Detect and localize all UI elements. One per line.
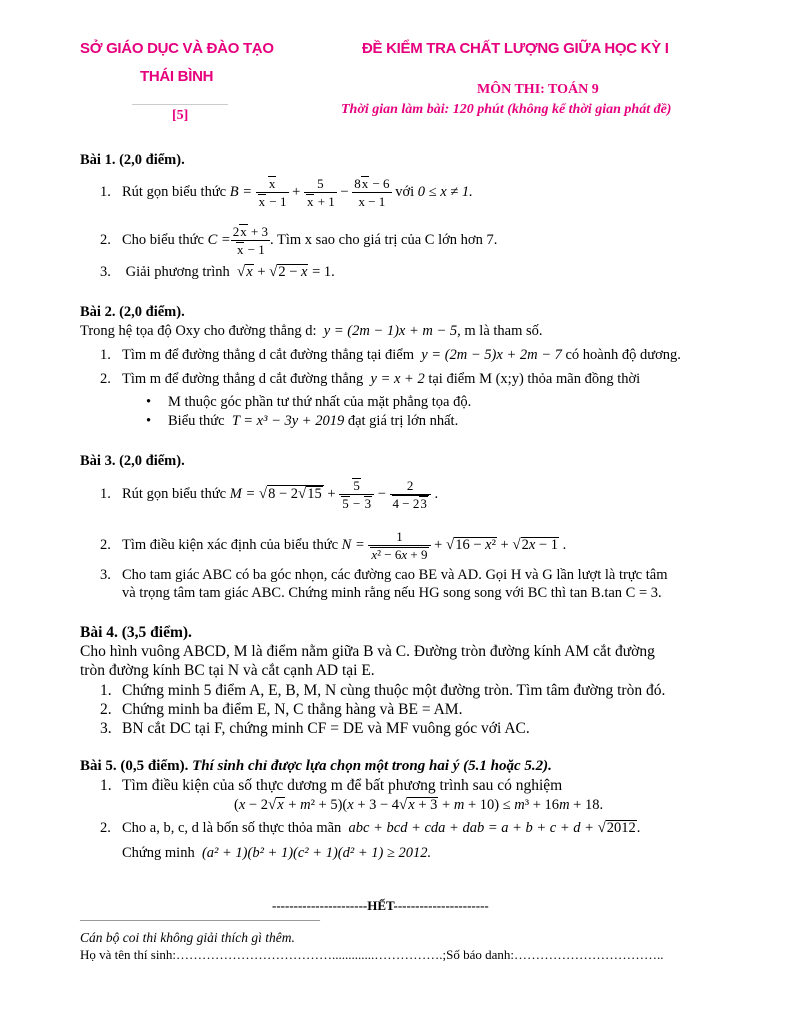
bai1-frac1: $\frac{x}{x - 1}$ (256, 175, 289, 210)
bai4-item2: 2. Chứng minh ba điểm E, N, C thẳng hàng và BE = AM. (100, 701, 463, 718)
bai3-title: Bài 3. (2,0 điểm). (80, 453, 185, 469)
bai1-item3: 3. Giải phương trình √x + √2 − x = 1. (100, 264, 335, 280)
bai5-title: Bài 5. (0,5 điểm). Thí sinh chỉ được lựa chọn một trong hai ý (5.1 hoặc 5.2). (80, 758, 552, 774)
exam-code: [5] (172, 108, 189, 123)
bai1-item2: 2. Cho biểu thức C = $\frac{2x + 3}{x - 1}$ . Tìm x sao cho giá trị của C lớn hơn 7. (100, 223, 498, 257)
exam-time: Thời gian làm bài: 120 phút (không kể thời gian phát đề) (341, 102, 672, 117)
bai4-item3: 3. BN cắt DC tại F, chứng minh CF = DE và MF vuông góc với AC. (100, 720, 530, 737)
bai5-item1: 1. Tìm điều kiện của số thực dương m để bất phương trình sau có nghiệm (100, 777, 563, 794)
bai1-item3-text: Giải phương trình (125, 264, 230, 280)
exam-title: ĐỀ KIỂM TRA CHẤT LƯỢNG GIỮA HỌC KỲ I (362, 40, 669, 57)
bai1-frac-c: $\frac{2x + 3}{x - 1}$ (232, 223, 269, 257)
bai1-expr-var: B = (229, 183, 253, 200)
bai5-inequality: (x − 2√x + m² + 5)(x + 3 − 4√x + 3 + m + 10) ≤ m³ + 16m + 18. (234, 797, 604, 813)
bai3-item3-l2: và trọng tâm tam giác ABC. Chứng minh rằng nếu HG song song với BC thì tan B.tan C = 3. (122, 585, 662, 601)
bai3-item3: 3. Cho tam giác ABC có ba góc nhọn, các đường cao BE và AD. Gọi H và G lần lượt là trực tâm (100, 567, 668, 583)
bai1-title: Bài 1. (2,0 điểm). (80, 152, 185, 168)
bai1-item1-range: 0 ≤ x ≠ 1. (417, 183, 473, 200)
bai4-item1: 1. Chứng minh 5 điểm A, E, B, M, N cùng thuộc một đường tròn. Tìm tâm đường tròn đó. (100, 682, 666, 699)
bullet-icon: • (146, 413, 152, 429)
bai1-item1: 1. Rút gọn biểu thức B = $\frac{x}{x - 1}$ + $\frac{5}{x + 1}$ − $\frac{8x - 6}{x - 1}$ với 0 ≤ x ≠ 1. (100, 175, 473, 209)
footer-name-line: Họ và tên thí sinh:……………………………….............…………….;Số báo danh:…………………………….. (80, 947, 664, 962)
bai2-bullet1: • M thuộc góc phần tư thứ nhất của mặt phẳng tọa độ. (146, 394, 472, 410)
bai4-intro-l1: Cho hình vuông ABCD, M là điểm nằm giữa B và C. Đường tròn đường kính AM cắt đường (80, 643, 655, 660)
bai1-item1-num: 1. (100, 183, 111, 200)
bai1-item2-rest: . Tìm x sao cho giá trị của C lớn hơn 7. (270, 231, 498, 248)
exam-subject: MÔN THI: TOÁN 9 (477, 82, 599, 97)
bai1-item2-text: Cho biểu thức (122, 231, 204, 248)
bai2-title: Bài 2. (2,0 điểm). (80, 304, 185, 320)
bai2-item1: 1. Tìm m để đường thẳng d cắt đường thẳng tại điểm y = (2m − 5)x + 2m − 7 có hoành độ dương. (100, 347, 681, 363)
footer-rule: ________________________________________ (80, 908, 320, 922)
bai1-frac2: $\frac{5}{x + 1}$ (304, 175, 337, 210)
bai1-frac3: $\frac{8x - 6}{x - 1}$ (354, 175, 390, 209)
bai3-frac-n: $\frac{1}{\text{x² − 6x + 9}}$ (368, 528, 430, 563)
bai3-item2: 2. Tìm điều kiện xác định của biểu thức N = $\frac{1}{\text{x² − 6x + 9}}$ + √ 16 − x² + √ 2x − 1 . (100, 528, 567, 562)
header-divider (132, 104, 228, 105)
bai1-item1-text: Rút gọn biểu thức (122, 183, 227, 200)
bai1-item1-cond: với (395, 183, 415, 200)
end-marker: ----------------------HẾT---------------------- (272, 898, 489, 913)
bai3-frac1: $\frac{5}{5 - 3}$ (339, 477, 374, 512)
bai2-bullet2: • Biểu thức T = x³ − 3y + 2019 đạt giá trị lớn nhất. (146, 413, 459, 429)
bai5-item2: 2. Cho a, b, c, d là bốn số thực thỏa mãn abc + bcd + cda + dab = a + b + c + d + √2012. (100, 820, 641, 836)
bai3-item1: 1. Rút gọn biểu thức M = √ 8 − 2√15 + $\frac{5}{5 - 3}$ − $\frac{2}{4 - 23}$ . (100, 477, 439, 511)
bai4-intro-l2: tròn đường kính BC tại N và cắt cạnh AD tại E. (80, 662, 375, 679)
bai5-item2-prove: Chứng minh (a² + 1)(b² + 1)(c² + 1)(d² + 1) ≥ 2012. (122, 845, 432, 861)
dept-line2: THÁI BÌNH (140, 68, 214, 85)
bullet-icon: • (146, 394, 152, 410)
bai1-item2-num: 2. (100, 231, 111, 248)
bai1-item3-num: 3. (100, 264, 111, 280)
bai2-item2: 2. Tìm m để đường thẳng d cắt đường thẳng y = x + 2 tại điểm M (x;y) thỏa mãn đồng thời (100, 371, 641, 387)
bai2-intro: Trong hệ tọa độ Oxy cho đường thẳng d: y = (2m − 1)x + m − 5, m là tham số. (80, 323, 543, 339)
dept-line1: SỞ GIÁO DỤC VÀ ĐÀO TẠO (80, 40, 274, 57)
bai3-frac2: $\frac{2}{4 - 23}$ (390, 477, 431, 512)
footer-note: Cán bộ coi thi không giải thích gì thêm. (80, 930, 295, 945)
bai4-title: Bài 4. (3,5 điểm). (80, 624, 192, 641)
